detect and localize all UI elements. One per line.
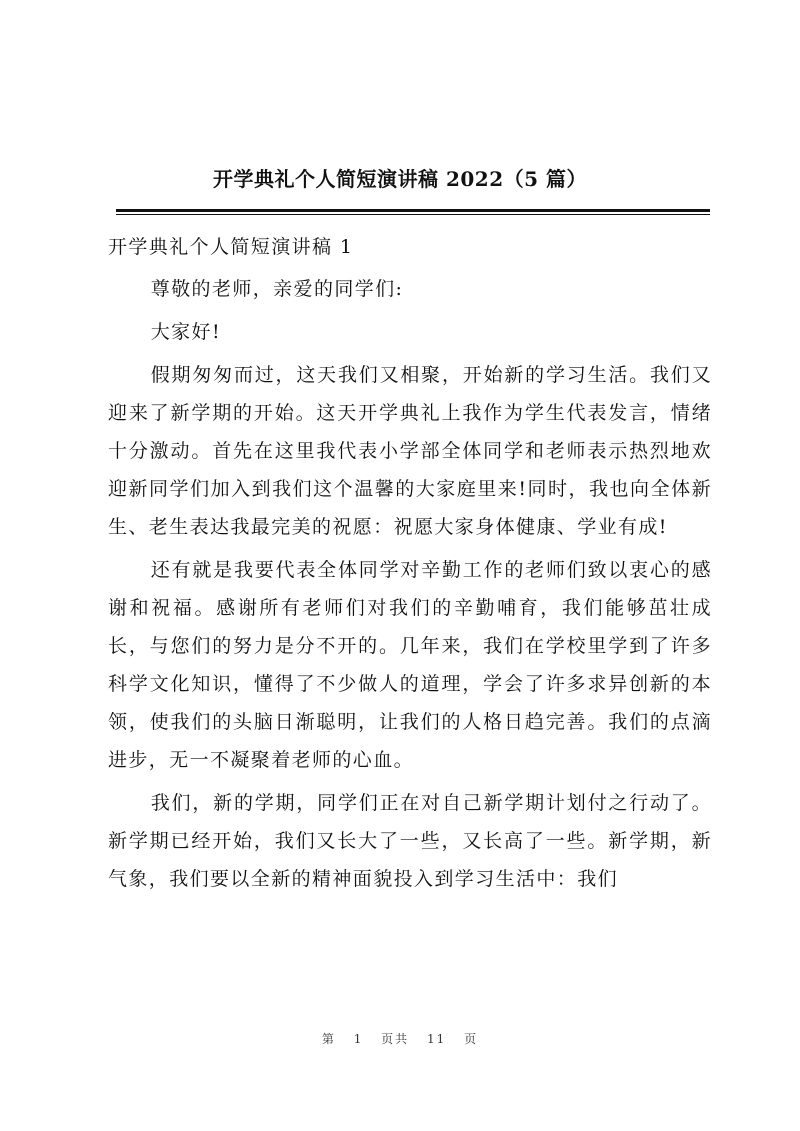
document-title: 开学典礼个人简短演讲稿 2022（5 篇）: [212, 167, 587, 191]
footer-suffix: 页: [464, 1032, 479, 1046]
footer-middle: 页共: [381, 1032, 410, 1046]
paragraph-body-2: 还有就是我要代表全体同学对辛勤工作的老师们致以衷心的感谢和祝福。感谢所有老师们对我们的辛勤哺育，我们能够茁壮成长，与您们的努力是分不开的。几年来，我们在学校里学到了许多科学文化知识，懂得了不少做人的道理，学会了许多求异创新的本领，使我们的头脑日渐聪明，让我们的人格日趋完善。我们的点滴进步，无一不凝聚着老师的心血。: [108, 559, 712, 771]
footer-page-number: 1: [353, 1032, 364, 1046]
paragraph-body-1: 假期匆匆而过，这天我们又相聚，开始新的学习生活。我们又迎来了新学期的开始。这天开学典礼上我作为学生代表发言，情绪十分激动。首先在这里我代表小学部全体同学和老师表示热烈地欢迎新同学们加入到我们这个温馨的大家庭里来!同时，我也向全体新生、老生表达我最完美的祝愿：祝愿大家身体健康、学业有成!: [108, 364, 712, 538]
document-body: [108, 228, 712, 903]
page-footer: [0, 1030, 800, 1047]
section-heading: 开学典礼个人简短演讲稿 1: [108, 236, 354, 258]
paragraph-greeting: 大家好!: [150, 321, 221, 343]
paragraph-salutation: 尊敬的老师，亲爱的同学们:: [150, 278, 404, 300]
footer-total-pages: 11: [427, 1032, 447, 1046]
title-divider-thin: [116, 214, 710, 215]
paragraph-body-3: 我们，新的学期，同学们正在对自己新学期计划付之行动了。新学期已经开始，我们又长大了一些，又长高了一些。新学期，新气象，我们要以全新的精神面貌投入到学习生活中：我们: [108, 792, 712, 890]
footer-prefix: 第: [321, 1032, 336, 1046]
title-divider-thick: [116, 209, 710, 212]
